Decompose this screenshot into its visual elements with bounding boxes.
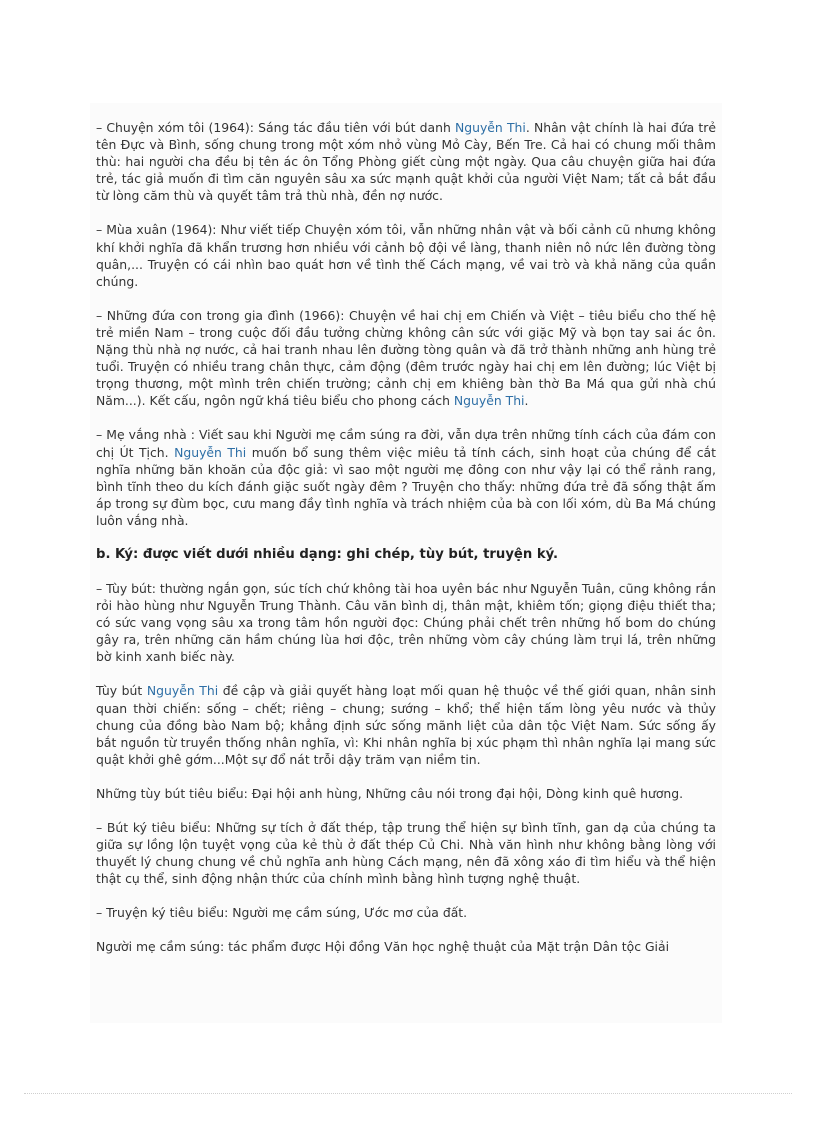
text-segment: đề cập và giải quyết hàng loạt mối quan hệ thuộc về thế giới quan, nhân sinh quan thời chiến: sống – chết; riêng – chung; sướng – khổ; thể hiện tấm lòng yêu nước và thủy chung của đồng bào Nam bộ; khẳng định sức sống mãnh liệt của dân tộc Việt Nam. Sức sống ấy bắt nguồn từ truyền thống nhân nghĩa, vì: Khi nhân nghĩa bị xúc phạm thì nhân nghĩa lại mang sức quật khởi ghê gớm...Một sự đổ nát trỗi dậy trăm vạn niềm tin. bbox=[96, 683, 716, 767]
text-segment: . Nhân vật chính là hai đứa trẻ tên Đực và Bình, sống chung trong một xóm nhỏ vùng Mỏ Cày, Bến Tre. Cả hai có chung mối thâm thù: hai người cha đều bị tên ác ôn Tổng Phòng giết cùng một ngày. Qua câu chuyện giữa hai đứa trẻ, tác giả muốn đi tìm căn nguyên sâu xa sức mạnh quật khởi của người Việt Nam; tất cả bắt đầu từ lòng căm thù và quyết tâm trả thù nhà, đền nợ nước. bbox=[96, 120, 716, 204]
text-segment: – Những đứa con trong gia đình (1966): Chuyện về hai chị em Chiến và Việt – tiêu biểu cho thế hệ trẻ miền Nam – trong cuộc đối đầu tưởng chừng không cân sức với giặc Mỹ và bọn tay sai ác ôn. Nặng thù nhà nợ nước, cả hai tranh nhau lên đường tòng quân và đã trở thành những anh hùng trẻ tuổi. Truyện có nhiều trang chân thực, cảm động (đêm trước ngày hai chị em lên đường; lúc Việt bị trọng thương, một mình trên chiến trường; cảnh chị em khiêng bàn thờ Ba Má qua gửi nhà chú Năm...). Kết cấu, ngôn ngữ khá tiêu biểu cho phong cách bbox=[96, 307, 716, 409]
paragraph-me-vang-nha bbox=[96, 426, 716, 529]
paragraph-truyen-ky: – Truyện ký tiêu biểu: Người mẹ cầm súng, Ước mơ của đất. bbox=[96, 905, 468, 921]
text-segment: Tùy bút bbox=[96, 683, 147, 699]
text-segment: – Mẹ vắng nhà : Viết sau khi Người mẹ cầm súng ra đời, vẫn dựa trên những tính cách của đám con chị Út Tịch. bbox=[96, 427, 716, 460]
author-link[interactable]: Nguyễn Thi bbox=[174, 444, 247, 460]
author-link[interactable]: Nguyễn Thi bbox=[453, 393, 525, 409]
text-segment: – Chuyện xóm tôi (1964): Sáng tác đầu tiên với bút danh bbox=[96, 120, 455, 135]
text-segment: muốn bổ sung thêm việc miêu tả tính cách, sinh hoạt của chúng để cắt nghĩa những băn khoăn của độc giả: vì sao một người mẹ đông con như vậy lại có thể rảnh rang, bình tĩnh theo du kích đánh giặc suốt ngày đêm ? Truyện cho thấy: những đứa trẻ đã sống thật ấm áp trong sự đùm bọc, cưu mang đầy tình nghĩa và trách nhiệm của bà con lối xóm, dù Ba Má chúng luôn vắng nhà. bbox=[96, 444, 716, 528]
paragraph-nguoi-me-cam-sung: Người mẹ cầm súng: tác phẩm được Hội đồng Văn học nghệ thuật của Mặt trận Dân tộc Giải bbox=[96, 939, 670, 955]
text-segment: . bbox=[524, 393, 529, 409]
paragraph-tuy-but: – Tùy bút: thường ngắn gọn, súc tích chứ không tài hoa uyên bác như Nguyễn Tuân, cũng không rắn rỏi hào hùng như Nguyễn Trung Thành. Câu văn bình dị, thân mật, khiêm tốn; giọng điệu thiết tha; có sức vang vọng sâu xa trong tâm hồn người đọc: Chúng phải chết trên những hố bom do chúng gây ra, trên những căn hầm chúng lùa hơi độc, trên những vòm cây chúng làm trụi lá, trên những bờ kinh xanh biếc này. bbox=[96, 580, 716, 665]
paragraph-mua-xuan: – Mùa xuân (1964): Như viết tiếp Chuyện xóm tôi, vẫn những nhân vật và bối cảnh cũ nhưng không khí khởi nghĩa đã khẩn trương hơn nhiều với cảnh bộ đội về làng, thanh niên nô nức lên đường tòng quân,... Truyện có cái nhìn bao quát hơn về tình thế Cách mạng, về vai trò và khả năng của quần chúng. bbox=[96, 222, 716, 289]
paragraph-nhung-dua-con bbox=[96, 307, 716, 410]
document-body bbox=[90, 103, 722, 1023]
paragraph-but-ky: – Bút ký tiêu biểu: Những sự tích ở đất thép, tập trung thể hiện sự bình tĩnh, gan dạ của chúng ta giữa sự lồng lộn tuyệt vọng của kẻ thù ở đất thép Củ Chi. Nhà văn hình như không bằng lòng với thuyết lý chung chung về chủ nghĩa anh hùng Cách mạng, nên đã xông xáo đi tìm hiểu và thể hiện thật cụ thể, sinh động nhận thức của chính mình bằng hình tượng nghệ thuật. bbox=[96, 820, 716, 887]
paragraph-tuy-but-nguyen-thi bbox=[96, 682, 716, 767]
section-heading-ky: b. Ký: được viết dưới nhiều dạng: ghi chép, tùy bút, truyện ký. bbox=[96, 546, 559, 562]
paragraph-chuyen-xom-toi bbox=[96, 119, 716, 204]
author-link[interactable]: Nguyễn Thi bbox=[146, 683, 219, 699]
page-footer-divider bbox=[24, 1093, 792, 1094]
author-link[interactable]: Nguyễn Thi bbox=[454, 120, 526, 135]
paragraph-tuy-but-tieu-bieu: Những tùy bút tiêu biểu: Đại hội anh hùng, Những câu nói trong đại hội, Dòng kinh quê hương. bbox=[96, 785, 684, 801]
